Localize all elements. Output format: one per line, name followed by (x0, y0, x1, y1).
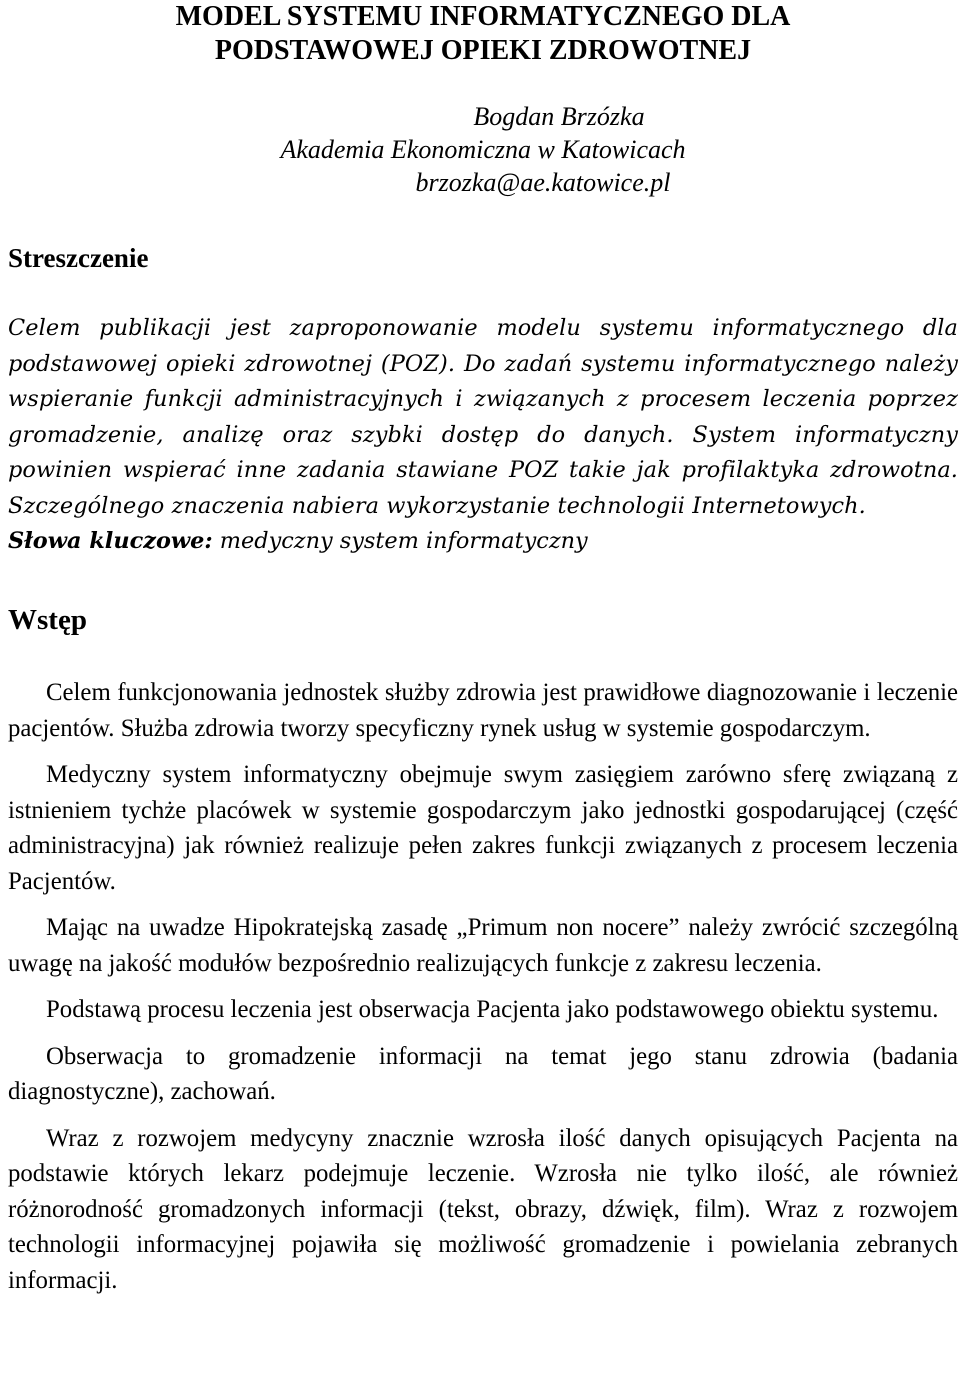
paper-title (8, 0, 958, 68)
author-name: Bogdan Brzózka (473, 102, 645, 131)
author-affiliation: Akademia Ekonomiczna w Katowicach (280, 135, 686, 164)
intro-heading: Wstęp (8, 604, 87, 636)
intro-body (8, 675, 958, 1298)
author-block (8, 100, 958, 199)
keywords-label: Słowa kluczowe: (8, 528, 213, 554)
title-line-2: PODSTAWOWEJ OPIEKI ZDROWOTNEJ (214, 35, 752, 66)
title-line-1: MODEL SYSTEMU INFORMATYCZNEGO DLA (175, 1, 791, 32)
author-email: brzozka@ae.katowice.pl (415, 168, 671, 197)
intro-paragraph-6: Wraz z rozwojem medycyny znacznie wzrosła ilość danych opisujących Pacjenta na podstawie których lekarz podejmuje leczenie. Wzrosła nie tylko ilość, ale również różnorodność gromadzonych informacji (tekst, obrazy, dźwięk, film). Wraz z rozwojem technologii informacyjnej pojawiła się możliwość gromadzenie i powielania zebranych informacji. (8, 1124, 958, 1294)
intro-paragraph-4: Podstawą procesu leczenia jest obserwacja Pacjenta jako podstawowego obiektu systemu. (46, 996, 939, 1023)
paper-page (8, 0, 958, 1298)
intro-paragraph-5: Obserwacja to gromadzenie informacji na temat jego stanu zdrowia (badania diagnostyczne), zachowań. (8, 1042, 958, 1105)
abstract-heading: Streszczenie (8, 243, 149, 273)
intro-paragraph-1: Celem funkcjonowania jednostek służby zdrowia jest prawidłowe diagnozowanie i leczenie pacjentów. Służba zdrowia tworzy specyficzny rynek usług w systemie gospodarczym. (8, 679, 958, 742)
keywords-line (8, 524, 958, 559)
abstract-text: Celem publikacji jest zaproponowanie modelu systemu informatycznego dla podstawowej opieki zdrowotnej (POZ). Do zadań systemu informatycznego należy wspieranie funkcji administracyjnych i związanych z procesem leczenia poprzez gromadzenie, analizę oraz szybki dostęp do danych. System informatyczny powinien wspierać inne zadania stawiane POZ takie jak profilaktyka zdrowotna. Szczególnego znaczenia nabiera wykorzystanie technologii Internetowych. (8, 315, 958, 519)
keywords-value: medyczny system informatyczny (212, 528, 588, 554)
intro-paragraph-3: Mając na uwadze Hipokratejską zasadę „Primum non nocere” należy zwrócić szczególną uwagę na jakość modułów bezpośrednio realizujących funkcje z zakresu leczenia. (8, 914, 958, 977)
intro-paragraph-2: Medyczny system informatyczny obejmuje swym zasięgiem zarówno sferę związaną z istnieniem tychże placówek w systemie gospodarczym jako jednostki gospodarującej (część administracyjna) jak również realizuje pełen zakres funkcji związanych z procesem leczenia Pacjentów. (8, 761, 958, 895)
